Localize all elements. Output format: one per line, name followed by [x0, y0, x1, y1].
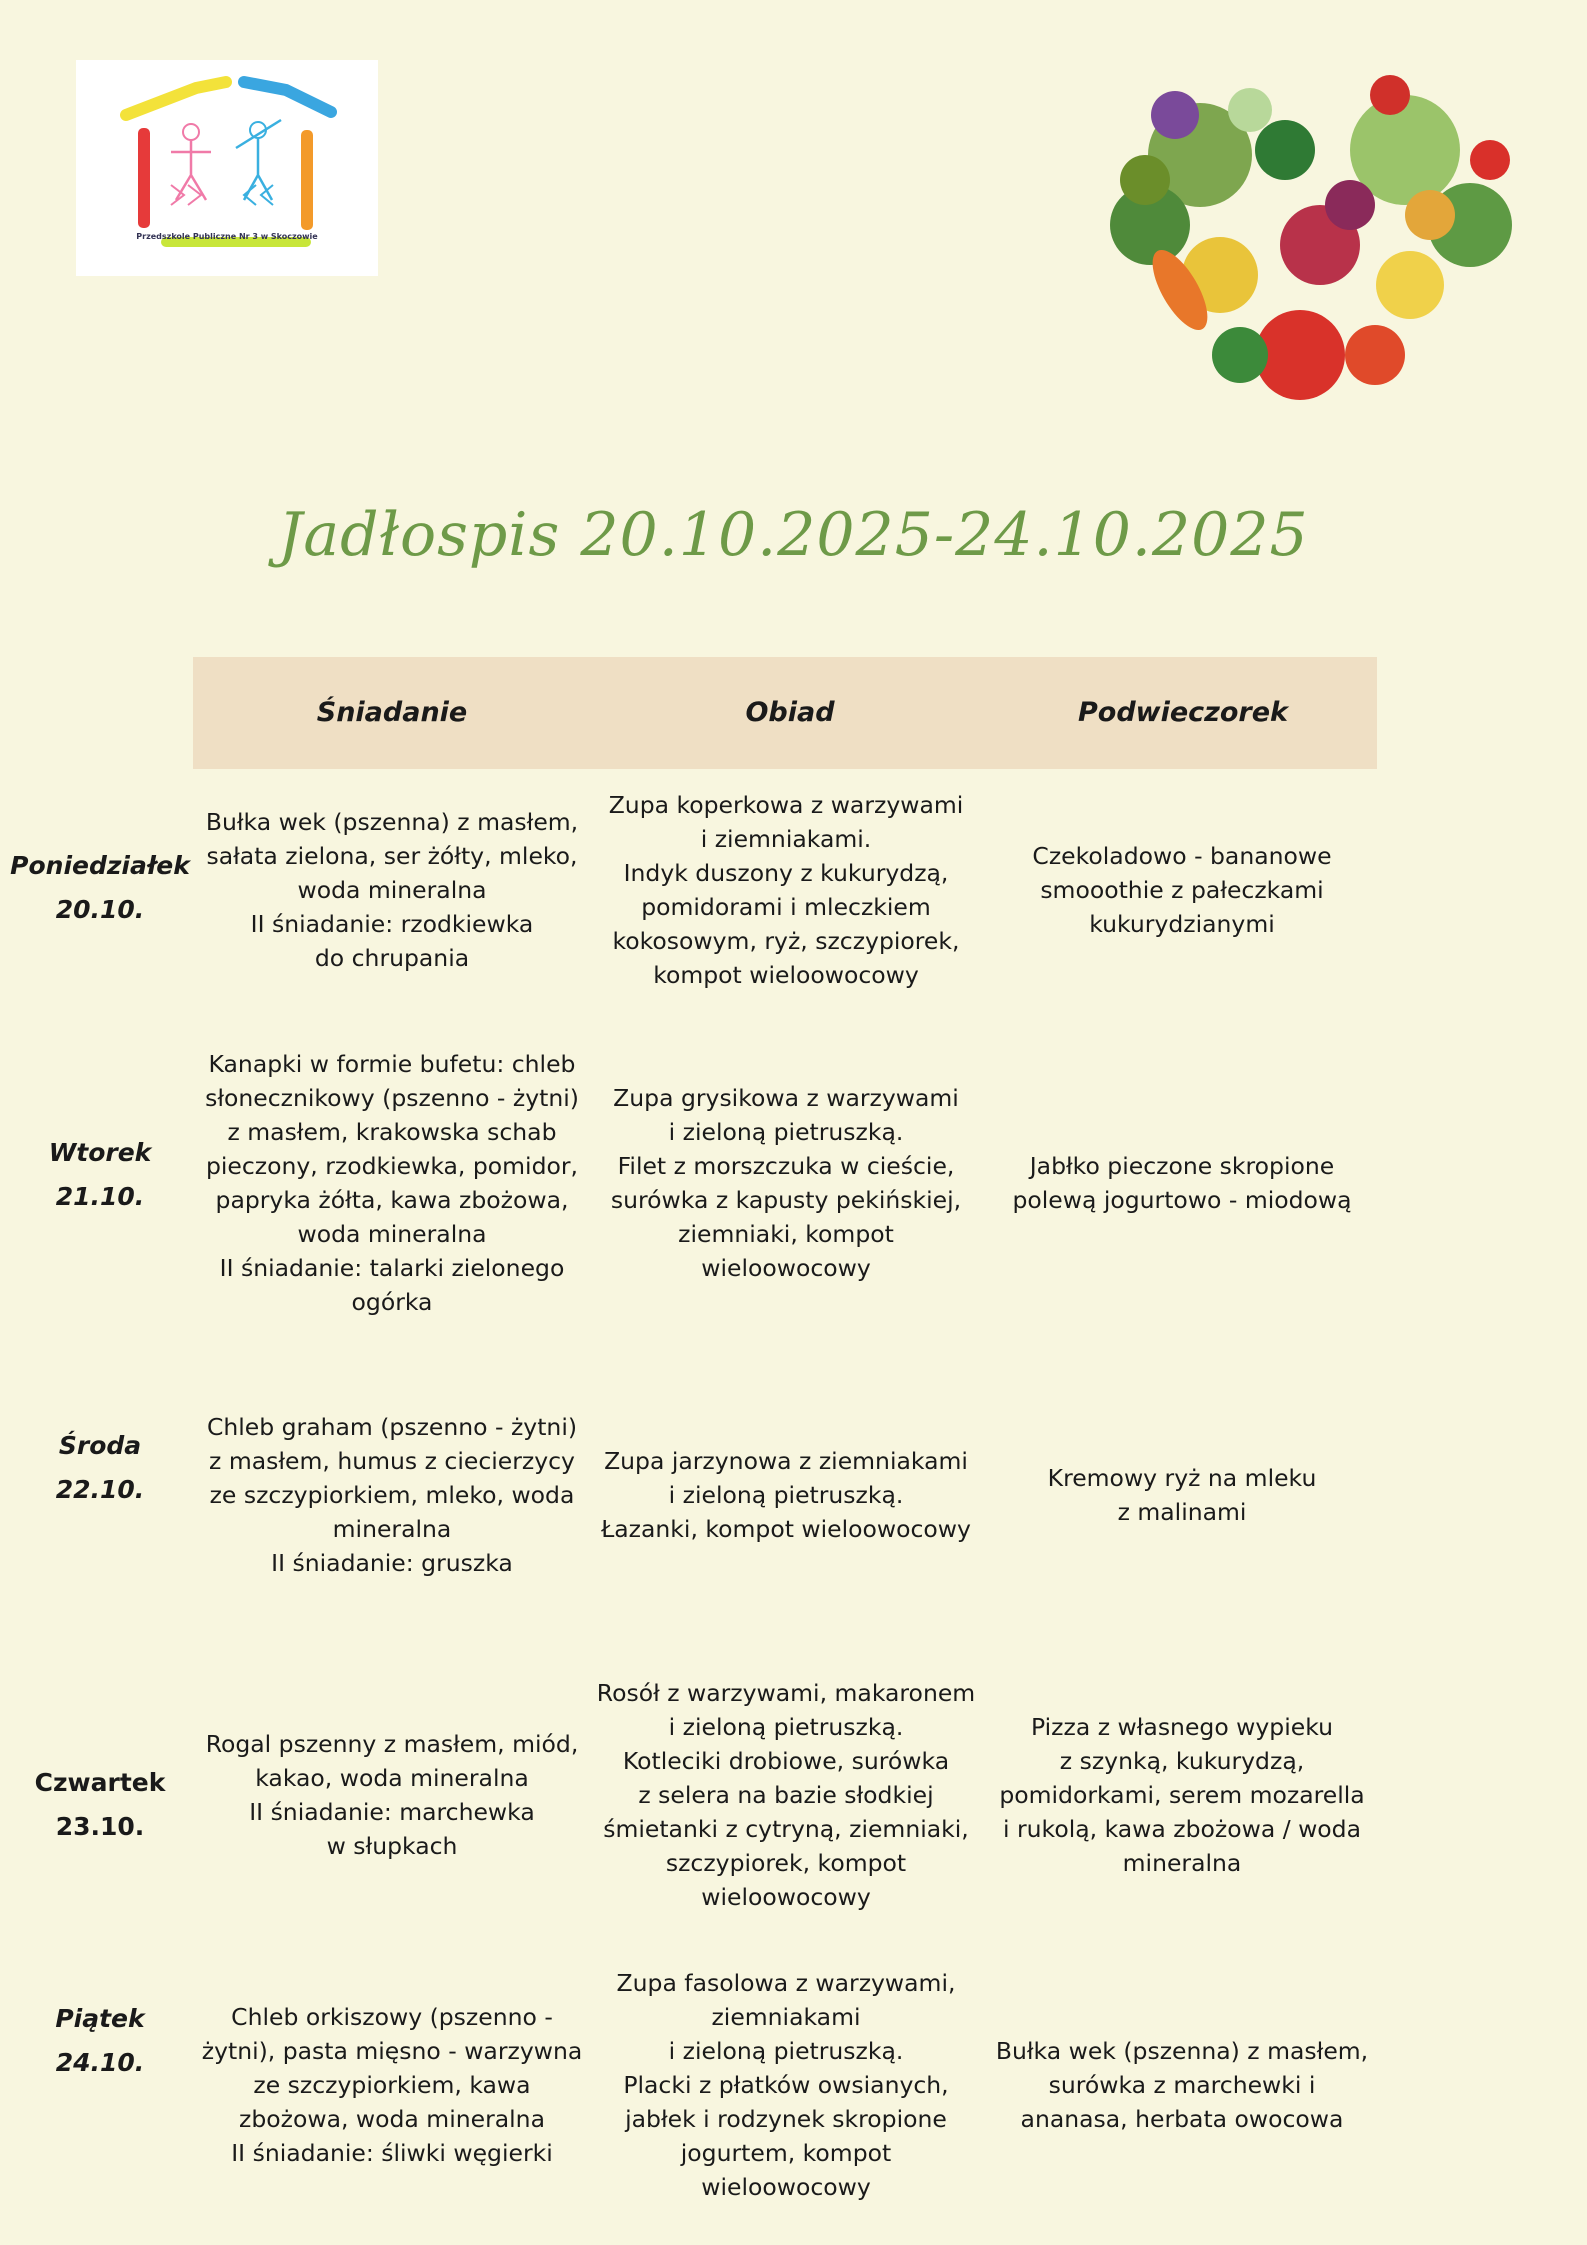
day-label-friday: [0, 1997, 200, 2085]
day-name: Poniedziałek: [10, 851, 190, 880]
friday-podwieczorek: Bułka wek (pszenna) z masłem, surówka z marchewki i ananasa, herbata owocowa: [995, 2037, 1369, 2133]
day-date: 22.10.: [55, 1475, 145, 1504]
logo-graphic: [76, 60, 378, 276]
column-header-sniadanie: Śniadanie: [316, 697, 468, 728]
day-name: Czwartek: [34, 1768, 166, 1797]
thursday-sniadanie: Rogal pszenny z masłem, miód, kakao, woda mineralna II śniadanie: marchewka w słupkach: [205, 1730, 579, 1860]
wednesday-podwieczorek: Kremowy ryż na mleku z malinami: [1047, 1464, 1317, 1526]
tuesday-sniadanie: Kanapki w formie bufetu: chleb słonecznikowy (pszenno - żytni) z masłem, krakowska schab pieczony, rzodkiewka, pomidor, papryka żółta, kawa zbożowa, woda mineralna II śniadanie: talarki zielonego ogórka: [205, 1049, 579, 1316]
column-header-obiad: Obiad: [745, 697, 835, 728]
column-header-podwieczorek: Podwieczorek: [1077, 697, 1289, 728]
day-label-tuesday: [0, 1131, 200, 1219]
day-label-wednesday: [0, 1424, 200, 1512]
friday-sniadanie: Chleb orkiszowy (pszenno - żytni), pasta mięsno - warzywna ze szczypiorkiem, kawa zbożowa, woda mineralna II śniadanie: śliwki węgierki: [201, 2003, 583, 2167]
day-date: 23.10.: [55, 1812, 145, 1841]
wednesday-obiad: Zupa jarzynowa z ziemniakami i zieloną pietruszką. Łazanki, kompot wieloowocowy: [601, 1447, 971, 1543]
friday-obiad: Zupa fasolowa z warzywami, ziemniakami i zieloną pietruszką. Placki z płatków owsianych, jabłek i rodzynek skropione jogurtem, kompot wieloowocowy: [616, 1969, 956, 2201]
tuesday-podwieczorek: Jabłko pieczone skropione polewą jogurtowo - miodową: [1012, 1151, 1352, 1214]
day-name: Piątek: [55, 2004, 145, 2033]
vegetable-heart-illustration: [1090, 55, 1530, 435]
thursday-podwieczorek: Pizza z własnego wypieku z szynką, kukurydzą, pomidorkami, serem mozarella i rukolą, kawa zbożowa / woda mineralna: [999, 1713, 1365, 1877]
monday-sniadanie: Bułka wek (pszenna) z masłem, sałata zielona, ser żółty, mleko, woda mineralna II śniadanie: rzodkiewka do chrupania: [205, 808, 579, 972]
day-name: Środa: [58, 1431, 142, 1460]
day-date: 20.10.: [55, 895, 145, 924]
day-date: 21.10.: [55, 1182, 145, 1211]
menu-title: Jadłospis 20.10.2025-24.10.2025: [278, 500, 1309, 570]
monday-obiad: Zupa koperkowa z warzywami i ziemniakami. Indyk duszony z kukurydzą, pomidorami i mleczkiem kokosowym, ryż, szczypiorek, kompot wieloowocowy: [608, 791, 964, 989]
day-name: Wtorek: [48, 1138, 152, 1167]
kindergarten-logo: [76, 60, 378, 276]
day-date: 24.10.: [55, 2048, 145, 2077]
monday-podwieczorek: Czekoladowo - bananowe smooothie z pałeczkami kukurydzianymi: [1032, 842, 1332, 938]
wednesday-sniadanie: Chleb graham (pszenno - żytni) z masłem, humus z ciecierzycy ze szczypiorkiem, mleko, woda mineralna II śniadanie: gruszka: [206, 1413, 578, 1577]
thursday-obiad: Rosół z warzywami, makaronem i zieloną pietruszką. Kotleciki drobiowe, surówka z selera na bazie słodkiej śmietanki z cytryną, ziemniaki, szczypiorek, kompot wieloowocowy: [596, 1679, 976, 1911]
tuesday-obiad: Zupa grysikowa z warzywami i zieloną pietruszką. Filet z morszczuka w cieście, surówka z kapusty pekińskiej, ziemniaki, kompot wieloowocowy: [610, 1083, 962, 1282]
day-label-thursday: [0, 1761, 200, 1849]
day-label-monday: [0, 844, 200, 932]
logo-caption: Przedszkole Publiczne Nr 3 w Skoczowie: [136, 232, 318, 241]
